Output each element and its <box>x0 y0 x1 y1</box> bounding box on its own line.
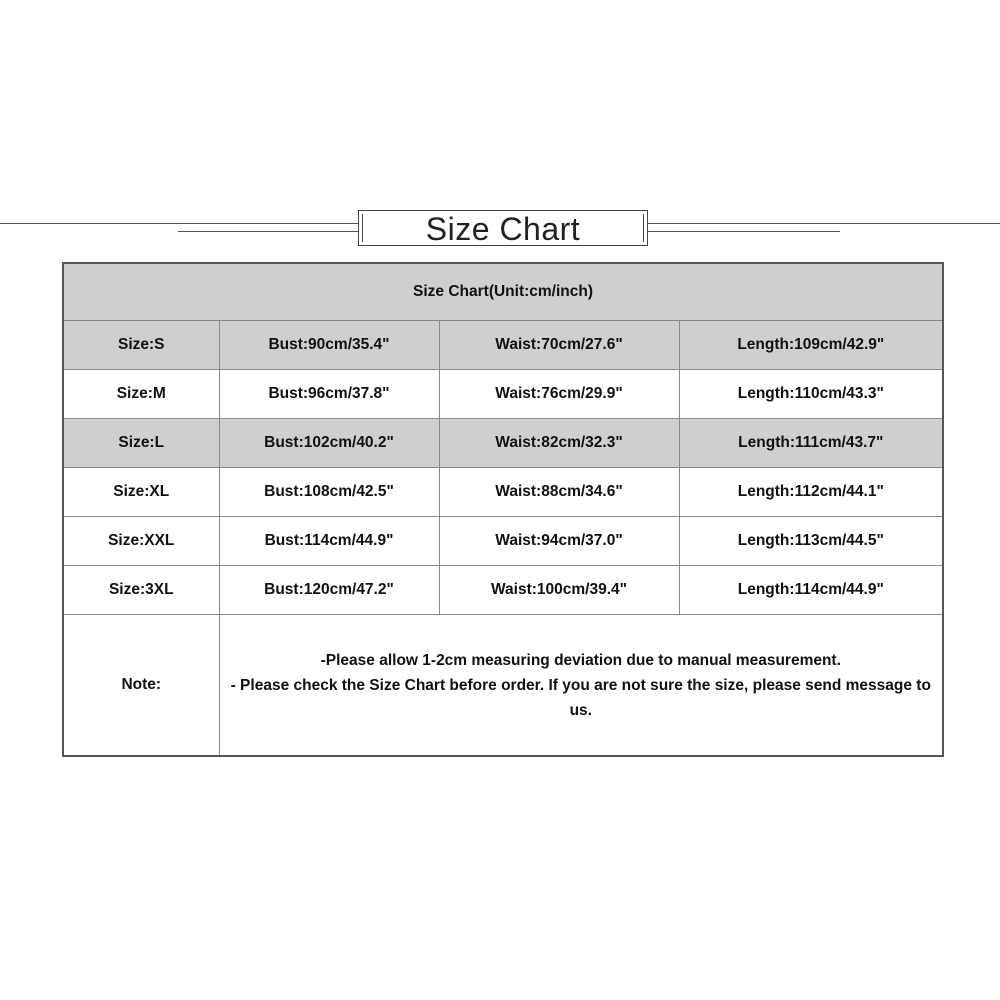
length-cell: Length:110cm/43.3" <box>679 370 943 419</box>
note-line-2: - Please check the Size Chart before order. If you are not sure the size, please send message to us. <box>230 676 931 719</box>
table-row <box>63 419 943 468</box>
size-cell: Size:3XL <box>63 566 219 615</box>
table-row <box>63 517 943 566</box>
waist-cell: Waist:76cm/29.9" <box>439 370 679 419</box>
size-cell: Size:S <box>63 321 219 370</box>
note-row <box>63 615 943 757</box>
note-label: Note: <box>63 615 219 757</box>
table-row <box>63 370 943 419</box>
table-row <box>63 321 943 370</box>
page-title: Size Chart <box>425 211 581 247</box>
length-cell: Length:114cm/44.9" <box>679 566 943 615</box>
size-cell: Size:M <box>63 370 219 419</box>
bust-cell: Bust:96cm/37.8" <box>219 370 439 419</box>
table-row <box>63 468 943 517</box>
header-rule-left-outer <box>0 223 358 224</box>
waist-cell: Waist:70cm/27.6" <box>439 321 679 370</box>
size-cell: Size:XXL <box>63 517 219 566</box>
bust-cell: Bust:114cm/44.9" <box>219 517 439 566</box>
note-line-1: -Please allow 1-2cm measuring deviation due to manual measurement. <box>320 651 841 669</box>
title-banner <box>358 210 648 246</box>
length-cell: Length:111cm/43.7" <box>679 419 943 468</box>
header-rule-right-outer <box>648 223 1000 224</box>
bust-cell: Bust:120cm/47.2" <box>219 566 439 615</box>
waist-cell: Waist:100cm/39.4" <box>439 566 679 615</box>
waist-cell: Waist:82cm/32.3" <box>439 419 679 468</box>
size-table <box>62 262 944 757</box>
header-rule-left-inner <box>178 231 358 232</box>
waist-cell: Waist:94cm/37.0" <box>439 517 679 566</box>
length-cell: Length:113cm/44.5" <box>679 517 943 566</box>
table-caption: Size Chart(Unit:cm/inch) <box>63 263 943 321</box>
header-rule-right-inner <box>648 231 840 232</box>
note-content <box>219 615 943 757</box>
bust-cell: Bust:102cm/40.2" <box>219 419 439 468</box>
table-row <box>63 566 943 615</box>
length-cell: Length:109cm/42.9" <box>679 321 943 370</box>
bust-cell: Bust:108cm/42.5" <box>219 468 439 517</box>
size-cell: Size:XL <box>63 468 219 517</box>
length-cell: Length:112cm/44.1" <box>679 468 943 517</box>
bust-cell: Bust:90cm/35.4" <box>219 321 439 370</box>
waist-cell: Waist:88cm/34.6" <box>439 468 679 517</box>
table-caption-row <box>63 263 943 321</box>
size-cell: Size:L <box>63 419 219 468</box>
